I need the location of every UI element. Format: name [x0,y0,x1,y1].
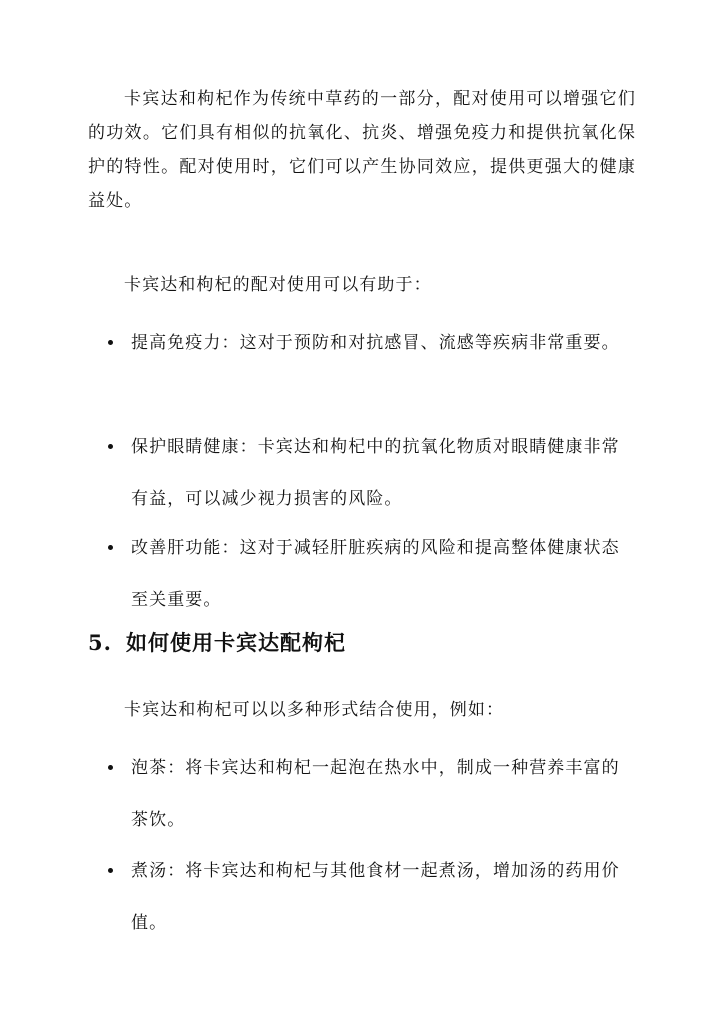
section-number: 5. [88,630,112,655]
list-item-text: 提高免疫力：这对于预防和对抗感冒、流感等疾病非常重要。 [131,333,620,353]
intro-paragraph: 卡宾达和枸杞作为传统中草药的一部分，配对使用可以增强它们的功效。它们具有相似的抗氧化、抗炎、增强免疫力和提供抗氧化保护的特性。配对使用时，它们可以产生协同效应，提供更强大的健康益处。 [88,89,636,211]
bullet-icon [108,545,113,550]
list-item-text: 煮汤：将卡宾达和枸杞与其他食材一起煮汤，增加汤的药用价值。 [131,861,620,933]
list-item-text: 改善肝功能：这对于减轻肝脏疾病的风险和提高整体健康状态至关重要。 [131,538,620,610]
bullet-icon [108,868,113,873]
bullet-icon [108,765,113,770]
list-item-text: 保护眼睛健康：卡宾达和枸杞中的抗氧化物质对眼睛健康非常有益，可以减少视力损害的风险。 [131,437,620,509]
bullet-icon [108,444,113,449]
bullet-icon [108,340,113,345]
section-title: 如何使用卡宾达配枸杞 [126,630,346,655]
benefits-lead-paragraph: 卡宾达和枸杞的配对使用可以有助于： [124,275,432,295]
usage-lead-paragraph: 卡宾达和枸杞可以以多种形式结合使用，例如： [124,700,505,720]
list-item-text: 泡茶：将卡宾达和枸杞一起泡在热水中，制成一种营养丰富的茶饮。 [131,758,620,830]
section-heading [88,628,346,658]
